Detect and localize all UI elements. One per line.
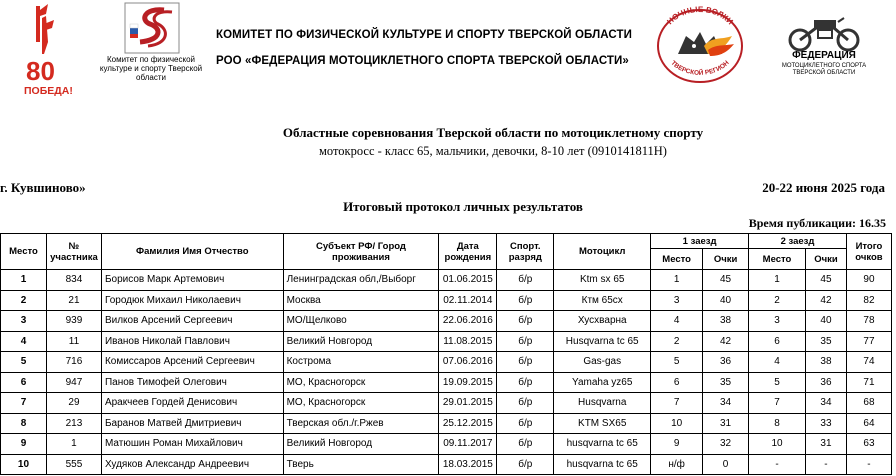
cell-total: 64: [846, 413, 891, 434]
cell-rank: б/р: [497, 393, 554, 414]
cell-city: МО, Красногорск: [283, 393, 439, 414]
cell-birth: 11.08.2015: [439, 331, 497, 352]
cell-race1-place: н/ф: [651, 454, 703, 475]
cell-total: -: [846, 454, 891, 475]
cell-birth: 02.11.2014: [439, 290, 497, 311]
cell-place: 9: [1, 434, 47, 455]
cell-place: 3: [1, 311, 47, 332]
cell-race2-points: 31: [805, 434, 846, 455]
cell-rank: б/р: [497, 372, 554, 393]
cell-place: 5: [1, 352, 47, 373]
cell-rank: б/р: [497, 290, 554, 311]
cell-city: МО/Щелково: [283, 311, 439, 332]
cell-moto: KTM SX65: [554, 413, 651, 434]
cell-race1-place: 2: [651, 331, 703, 352]
header-name: Фамилия Имя Отчество: [101, 234, 283, 270]
cell-race2-points: 35: [805, 331, 846, 352]
cell-place: 6: [1, 372, 47, 393]
header-race2-points: Очки: [805, 249, 846, 270]
cell-race2-points: -: [805, 454, 846, 475]
table-row: [1, 454, 892, 475]
cell-name: Худяков Александр Андреевич: [101, 454, 283, 475]
header-subject: Субъект РФ/ Город проживания: [283, 234, 439, 270]
cell-city: Москва: [283, 290, 439, 311]
cell-city: Великий Новгород: [283, 331, 439, 352]
cell-total: 77: [846, 331, 891, 352]
cell-race2-points: 34: [805, 393, 846, 414]
header-moto: Мотоцикл: [554, 234, 651, 270]
cell-race2-points: 36: [805, 372, 846, 393]
cell-total: 68: [846, 393, 891, 414]
cell-birth: 09.11.2017: [439, 434, 497, 455]
cell-name: Иванов Николай Павлович: [101, 331, 283, 352]
header-total: Итого очков: [846, 234, 891, 270]
table-row: [1, 434, 892, 455]
cell-race2-place: -: [749, 454, 806, 475]
header-number: № участника: [46, 234, 101, 270]
table-row: [1, 331, 892, 352]
results-table: [0, 233, 892, 475]
cell-race2-place: 2: [749, 290, 806, 311]
header-birth: Дата рождения: [439, 234, 497, 270]
cell-total: 90: [846, 270, 891, 291]
table-row: [1, 413, 892, 434]
cell-rank: б/р: [497, 311, 554, 332]
table-row: [1, 352, 892, 373]
cell-number: 834: [46, 270, 101, 291]
cell-race2-points: 40: [805, 311, 846, 332]
cell-total: 71: [846, 372, 891, 393]
table-row: [1, 372, 892, 393]
table-row: [1, 290, 892, 311]
cell-birth: 07.06.2016: [439, 352, 497, 373]
cell-rank: б/р: [497, 270, 554, 291]
cell-race1-points: 34: [703, 393, 749, 414]
cell-race2-place: 5: [749, 372, 806, 393]
cell-race1-place: 4: [651, 311, 703, 332]
cell-number: 213: [46, 413, 101, 434]
cell-name: Борисов Марк Артемович: [101, 270, 283, 291]
cell-race2-points: 33: [805, 413, 846, 434]
cell-place: 8: [1, 413, 47, 434]
cell-race1-points: 42: [703, 331, 749, 352]
cell-place: 7: [1, 393, 47, 414]
cell-moto: Yamaha yz65: [554, 372, 651, 393]
header-race1-points: Очки: [703, 249, 749, 270]
cell-name: Баранов Матвей Дмитриевич: [101, 413, 283, 434]
cell-place: 10: [1, 454, 47, 475]
victory-number: 80: [26, 56, 55, 86]
cell-name: Комиссаров Арсений Сергеевич: [101, 352, 283, 373]
cell-city: Великий Новгород: [283, 434, 439, 455]
cell-race2-points: 38: [805, 352, 846, 373]
cell-city: Тверская обл./г.Ржев: [283, 413, 439, 434]
committee-caption: Комитет по физической культуре и спорту Тверской области: [99, 55, 203, 82]
header-rank: Спорт. разряд: [497, 234, 554, 270]
cell-race1-place: 1: [651, 270, 703, 291]
header-place: Место: [1, 234, 47, 270]
cell-name: Вилков Арсений Сергеевич: [101, 311, 283, 332]
cell-race1-points: 31: [703, 413, 749, 434]
cell-race2-place: 3: [749, 311, 806, 332]
cell-race1-points: 0: [703, 454, 749, 475]
cell-rank: б/р: [497, 413, 554, 434]
cell-total: 82: [846, 290, 891, 311]
cell-name: Панов Тимофей Олегович: [101, 372, 283, 393]
cell-rank: б/р: [497, 352, 554, 373]
cell-race2-place: 7: [749, 393, 806, 414]
cell-number: 939: [46, 311, 101, 332]
cell-city: Ленинградская обл,/Выборг: [283, 270, 439, 291]
cell-birth: 22.06.2016: [439, 311, 497, 332]
cell-moto: Ktm sx 65: [554, 270, 651, 291]
cell-race1-points: 45: [703, 270, 749, 291]
cell-moto: Ктм 65сх: [554, 290, 651, 311]
cell-birth: 29.01.2015: [439, 393, 497, 414]
competition-title: Областные соревнования Тверской области по мотоциклетному спорту: [282, 125, 704, 140]
cell-number: 947: [46, 372, 101, 393]
cell-race1-place: 5: [651, 352, 703, 373]
cell-race2-points: 42: [805, 290, 846, 311]
cell-moto: Хусхварна: [554, 311, 651, 332]
header-committee: КОМИТЕТ ПО ФИЗИЧЕСКОЙ КУЛЬТУРЕ И СПОРТУ ТВЕРСКОЙ ОБЛАСТИ: [216, 29, 632, 41]
cell-race2-place: 1: [749, 270, 806, 291]
cell-name: Аракчеев Гордей Денисович: [101, 393, 283, 414]
cell-race1-points: 40: [703, 290, 749, 311]
cell-moto: Husqvarna tc 65: [554, 331, 651, 352]
cell-race2-place: 6: [749, 331, 806, 352]
victory-text: ПОБЕДА!: [24, 85, 73, 97]
cell-moto: husqvarna tc 65: [554, 454, 651, 475]
cell-birth: 01.06.2015: [439, 270, 497, 291]
cell-race1-place: 10: [651, 413, 703, 434]
cell-rank: б/р: [497, 331, 554, 352]
federation-logo-subtitle: МОТОЦИКЛЕТНОГО СПОРТА ТВЕРСКОЙ ОБЛАСТИ: [781, 63, 867, 76]
cell-name: Матюшин Роман Михайлович: [101, 434, 283, 455]
club-bottom-text: ТВЕРСКОЙ РЕГИОН: [669, 59, 731, 77]
cell-number: 1: [46, 434, 101, 455]
cell-total: 74: [846, 352, 891, 373]
header-race1: 1 заезд: [651, 234, 749, 249]
header-race2: 2 заезд: [749, 234, 847, 249]
cell-race2-place: 4: [749, 352, 806, 373]
cell-total: 78: [846, 311, 891, 332]
cell-race2-place: 10: [749, 434, 806, 455]
cell-place: 2: [1, 290, 47, 311]
cell-number: 716: [46, 352, 101, 373]
cell-number: 21: [46, 290, 101, 311]
cell-birth: 25.12.2015: [439, 413, 497, 434]
cell-number: 555: [46, 454, 101, 475]
publication-time: Время публикации: 16.35: [748, 216, 886, 230]
header-federation: РОО «ФЕДЕРАЦИЯ МОТОЦИКЛЕТНОГО СПОРТА ТВЕРСКОЙ ОБЛАСТИ»: [216, 55, 629, 67]
cell-place: 4: [1, 331, 47, 352]
cell-total: 63: [846, 434, 891, 455]
federation-logo-title: ФЕДЕРАЦИЯ: [792, 50, 856, 61]
header-race1-place: Место: [651, 249, 703, 270]
cell-race1-place: 6: [651, 372, 703, 393]
result-rows: [1, 270, 892, 475]
cell-birth: 19.09.2015: [439, 372, 497, 393]
cell-race2-points: 45: [805, 270, 846, 291]
cell-number: 11: [46, 331, 101, 352]
victory-80-logo: [22, 2, 78, 98]
cell-race1-place: 3: [651, 290, 703, 311]
cell-name: Городюк Михаил Николаевич: [101, 290, 283, 311]
table-row: [1, 393, 892, 414]
cell-race1-points: 35: [703, 372, 749, 393]
night-wolves-logo: [654, 6, 746, 86]
cell-number: 29: [46, 393, 101, 414]
committee-logo: [124, 2, 180, 54]
table-row: [1, 311, 892, 332]
cell-city: МО, Красногорск: [283, 372, 439, 393]
cell-rank: б/р: [497, 454, 554, 475]
cell-city: Кострома: [283, 352, 439, 373]
club-top-text: НОЧНЫЕ ВОЛКИ: [665, 6, 735, 27]
cell-race1-points: 32: [703, 434, 749, 455]
cell-city: Тверь: [283, 454, 439, 475]
cell-race2-place: 8: [749, 413, 806, 434]
header-race2-place: Место: [749, 249, 806, 270]
cell-moto: Gas-gas: [554, 352, 651, 373]
cell-race1-place: 7: [651, 393, 703, 414]
cell-moto: husqvarna tc 65: [554, 434, 651, 455]
cell-race1-place: 9: [651, 434, 703, 455]
cell-place: 1: [1, 270, 47, 291]
table-row: [1, 270, 892, 291]
cell-race1-points: 36: [703, 352, 749, 373]
cell-birth: 18.03.2015: [439, 454, 497, 475]
competition-subtitle: мотокросс - класс 65, мальчики, девочки, 8-10 лет (0910141811Н): [319, 144, 667, 158]
competition-place: г. Кувшиново»: [0, 180, 86, 195]
protocol-title: Итоговый протокол личных результатов: [343, 199, 583, 214]
cell-race1-points: 38: [703, 311, 749, 332]
competition-dates: 20-22 июня 2025 года: [762, 180, 885, 195]
cell-rank: б/р: [497, 434, 554, 455]
cell-moto: Husqvarna: [554, 393, 651, 414]
